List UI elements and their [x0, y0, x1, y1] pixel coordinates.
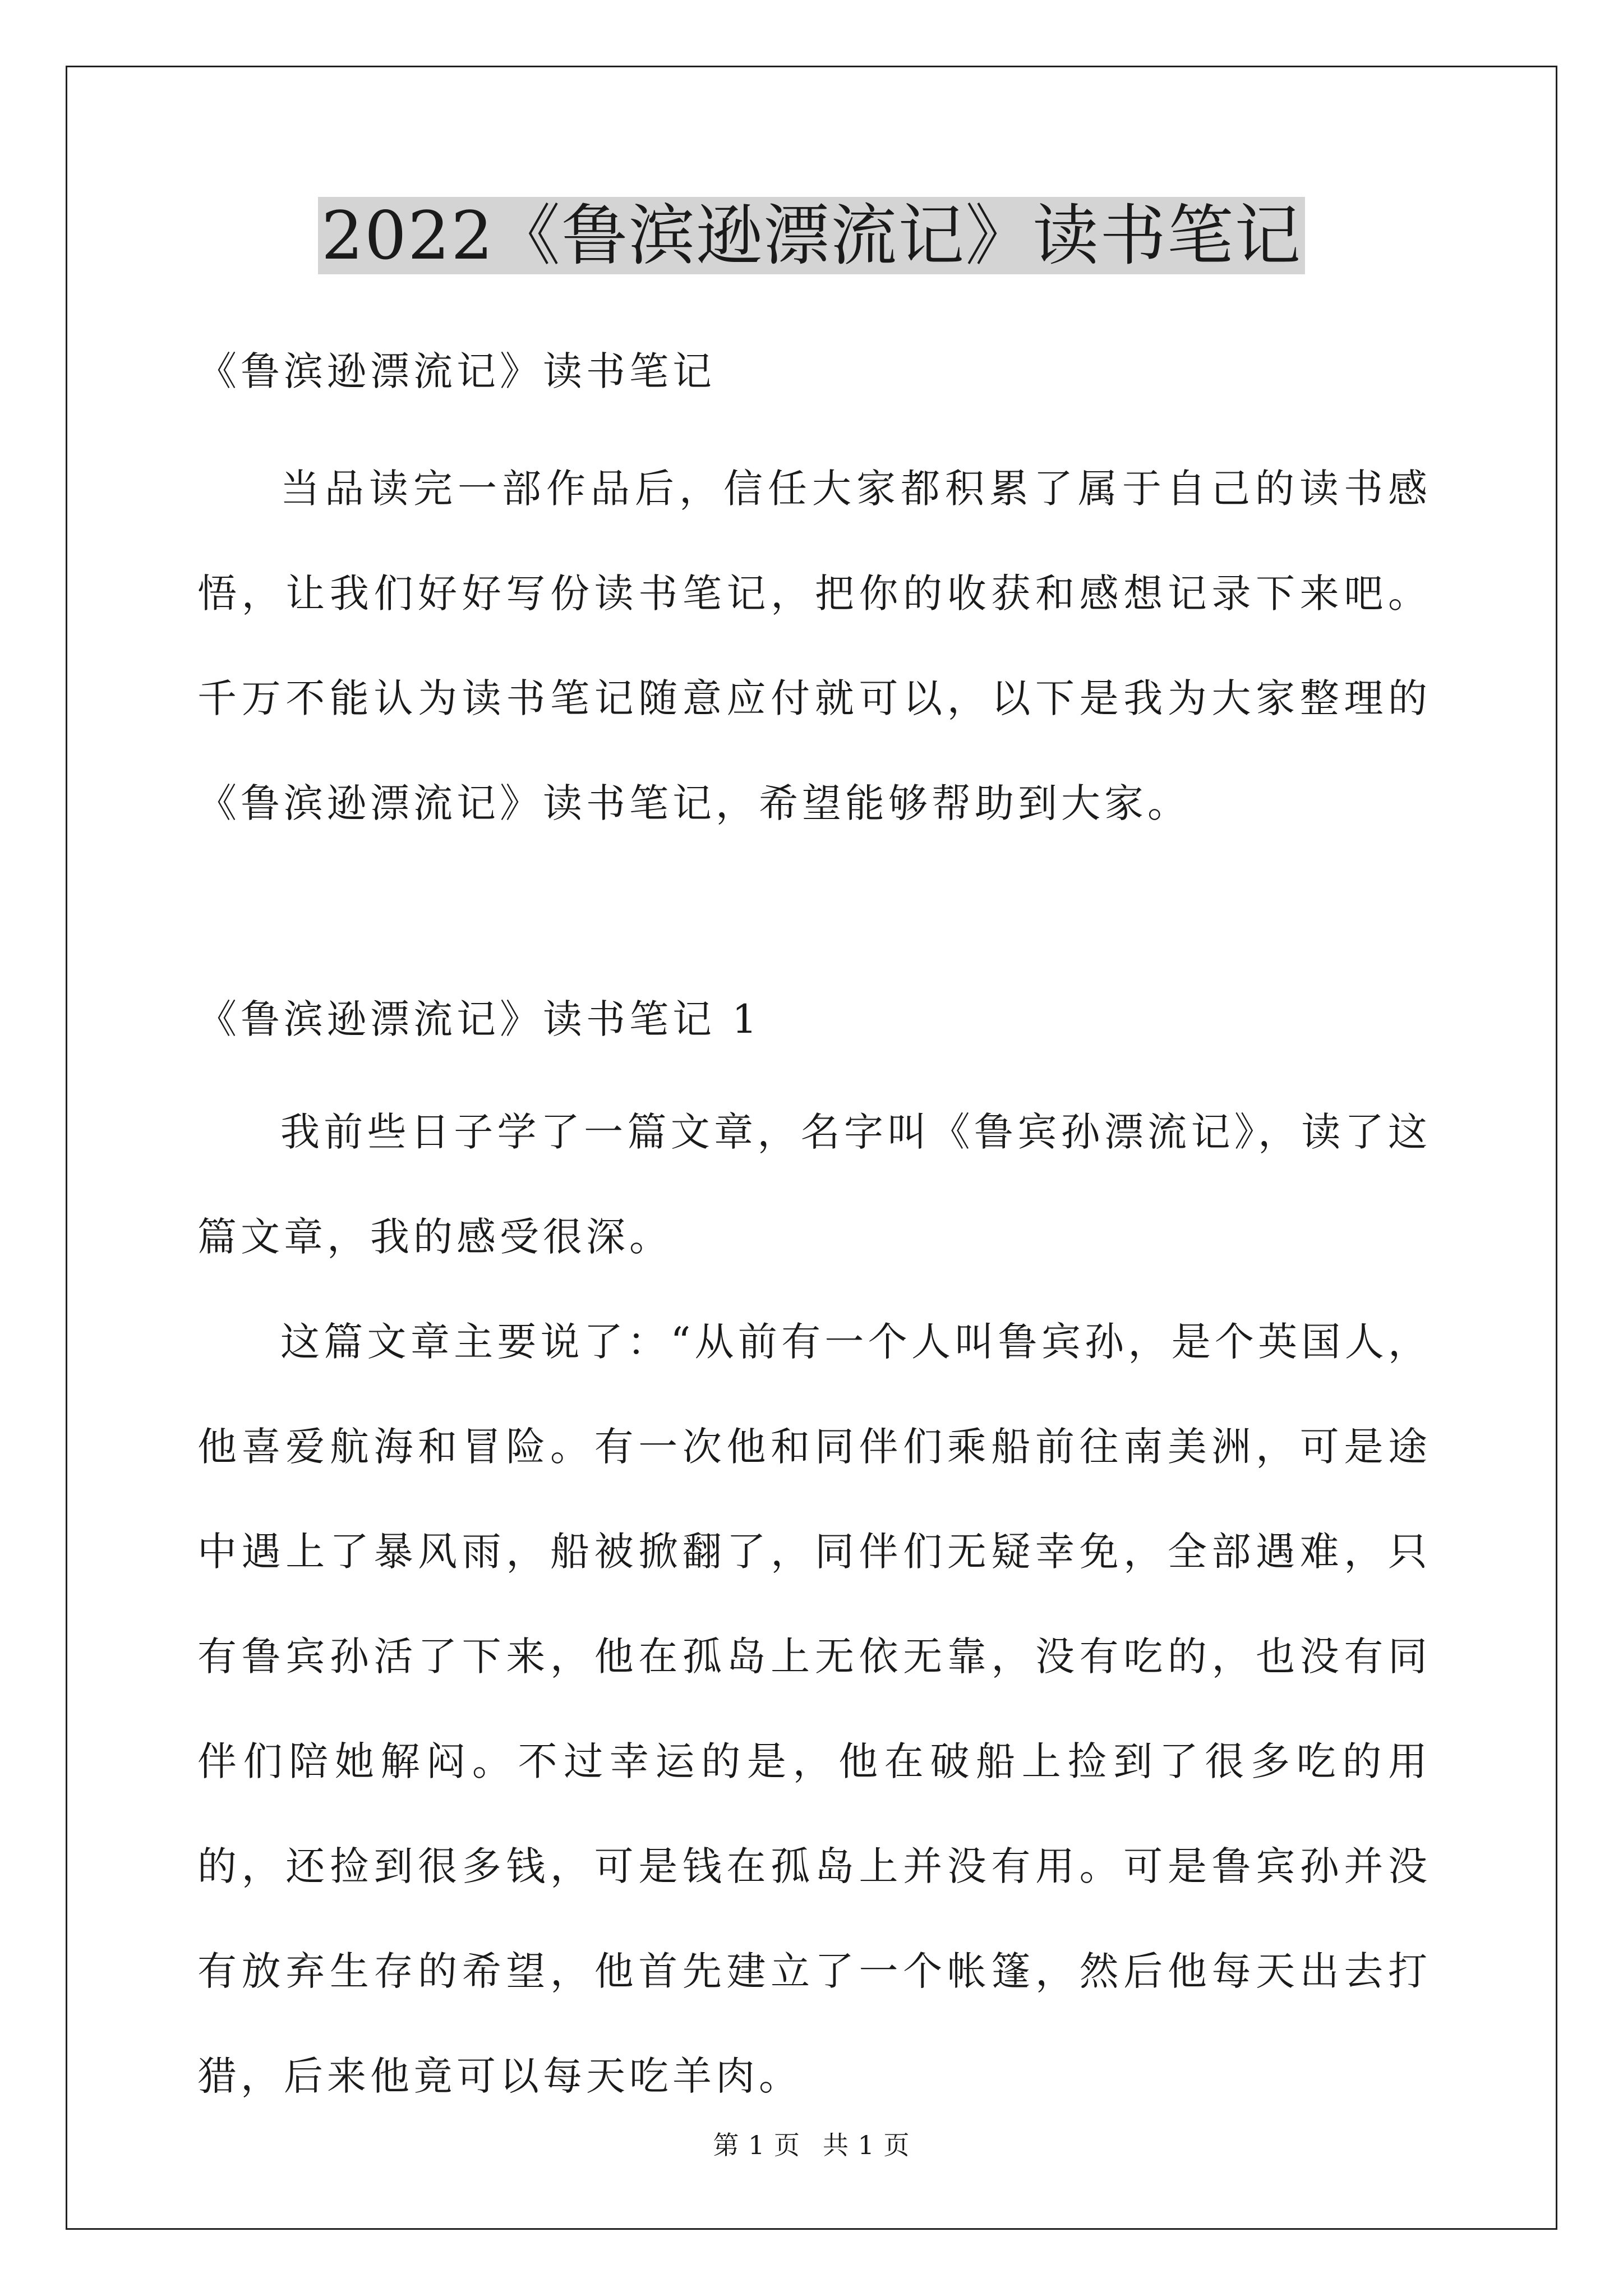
section-heading: 《鲁滨逊漂流记》读书笔记 1 [197, 996, 761, 1042]
body-paragraph-2: 这篇文章主要说了：“从前有一个人叫鲁宾孙，是个英国人，他喜爱航海和冒险。有一次他和同伴们乘船前往南美洲，可是途中遇上了暴风雨，船被掀翻了，同伴们无疑幸免，全部遇难，只有鲁宾孙活了下来，他在孤岛上无依无靠，没有吃的，也没有同伴们陪她解闷。不过幸运的是，他在破船上捡到了很多吃的用的，还捡到很多钱，可是钱在孤岛上并没有用。可是鲁宾孙并没有放弃生存的希望，他首先建立了一个帐篷，然后他每天出去打猎，后来他竟可以每天吃羊肉。 [197, 1319, 1431, 2099]
body-block [197, 1080, 1431, 2129]
page-total: 共 1 页 [823, 2130, 910, 2160]
section-heading-block [197, 968, 1431, 1071]
intro-paragraph: 当品读完一部作品后，信任大家都积累了属于自己的读书感悟，让我们好好写份读书笔记，把你的收获和感想记录下来吧。千万不能认为读书笔记随意应付就可以，以下是我为大家整理的《鲁滨逊漂流记》读书笔记，希望能够帮助到大家。 [197, 466, 1431, 826]
document-title-text: 2022《鲁滨逊漂流记》读书笔记 [318, 197, 1305, 274]
body-paragraph-1: 我前些日子学了一篇文章，名字叫《鲁宾孙漂流记》，读了这篇文章，我的感受很深。 [197, 1109, 1431, 1260]
document-subtitle-block [197, 320, 1431, 424]
document-title [0, 191, 1623, 280]
page-footer [0, 2128, 1623, 2162]
page-number: 第 1 页 [713, 2130, 800, 2160]
document-subtitle: 《鲁滨逊漂流记》读书笔记 [197, 348, 716, 394]
intro-block [197, 436, 1431, 856]
